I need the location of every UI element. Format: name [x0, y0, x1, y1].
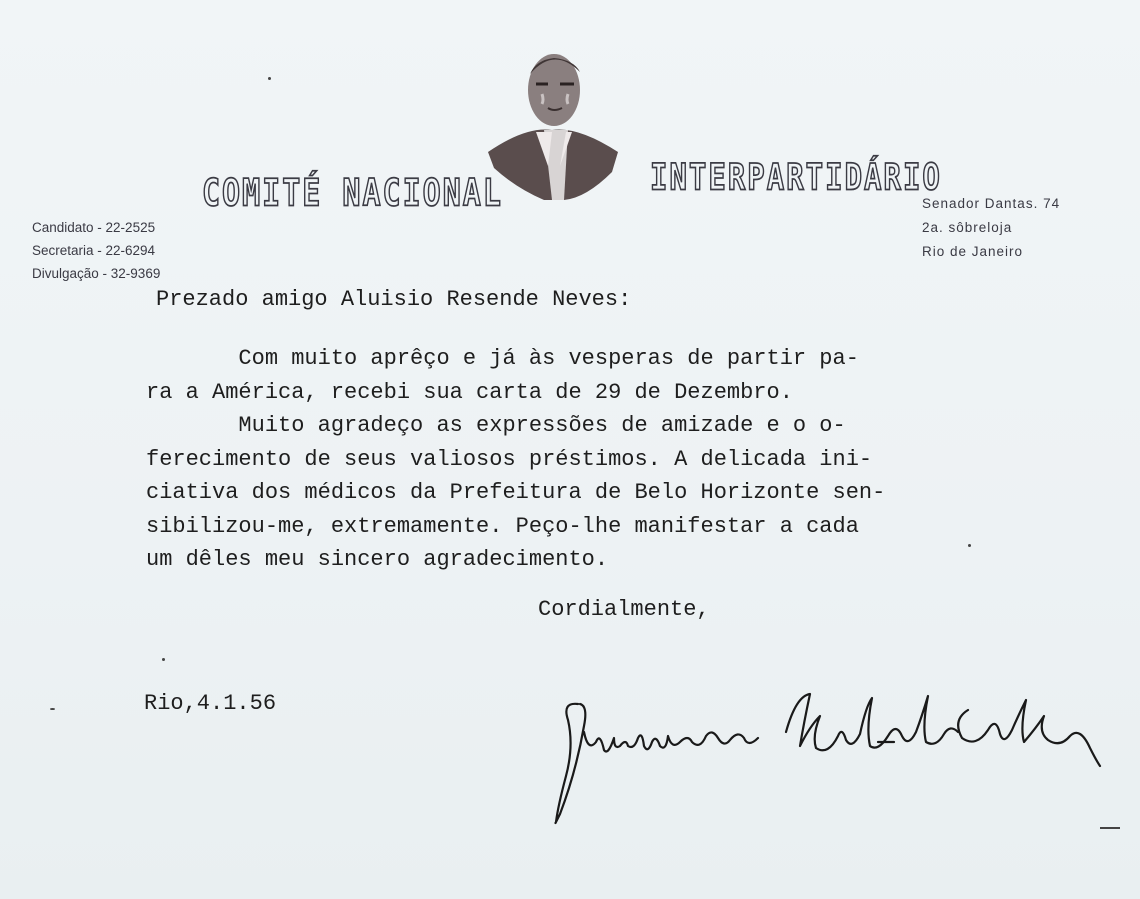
body-line: Muito agradeço as expressões de amizade e o o-	[146, 413, 846, 438]
paper-speck	[162, 658, 165, 661]
body-line: ferecimento de seus valiosos préstimos. A delicada ini-	[146, 446, 873, 472]
body-line: Com muito aprêço e já às vesperas de partir pa-	[146, 346, 859, 371]
paper-speck	[1100, 827, 1120, 829]
body-line: sibilizou-me, extremamente. Peço-lhe manifestar a cada	[146, 513, 859, 539]
paper-speck	[50, 708, 55, 710]
letter-body	[146, 342, 885, 577]
address-floor: 2a. sôbreloja	[922, 220, 1013, 235]
handwritten-signature	[548, 676, 1108, 836]
body-line: ra a América, recebi sua carta de 29 de Dezembro.	[146, 379, 793, 405]
paper-speck	[268, 77, 271, 80]
phone-secretaria: Secretaria - 22-6294	[32, 243, 156, 258]
phone-divulgacao: Divulgação - 32-9369	[32, 266, 161, 281]
body-line: ciativa dos médicos da Prefeitura de Belo Horizonte sen-	[146, 480, 886, 505]
portrait-engraving	[486, 48, 622, 202]
salutation: Prezado amigo Aluisio Resende Neves:	[156, 287, 632, 312]
letter-date: Rio,4.1.56	[144, 691, 277, 716]
committee-name-right: INTERPARTIDÁRIO	[650, 155, 942, 199]
closing: Cordialmente,	[538, 597, 710, 622]
body-line: um dêles meu sincero agradecimento.	[146, 547, 609, 572]
committee-name-left: COMITÉ NACIONAL	[202, 171, 503, 216]
phone-list	[32, 216, 160, 285]
address-city: Rio de Janeiro	[922, 244, 1024, 259]
paper-speck	[968, 544, 971, 547]
phone-candidato: Candidato - 22-2525	[32, 220, 156, 235]
address-street: Senador Dantas. 74	[922, 196, 1061, 211]
address-block	[922, 192, 1060, 264]
